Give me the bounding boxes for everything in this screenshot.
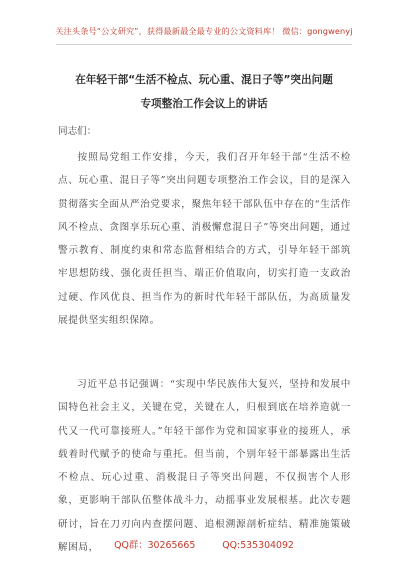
header-divider — [56, 44, 352, 45]
body-paragraph-2-text: 习近平总书记强调：“实现中华民族伟大复兴，坚持和发展中国特色社会主义，关键在党，关键在人，归根到底在培养造就一代又一代可靠接班人。”年轻干部作为党和国家事业的接班人，承载着时代赋予的使命与重托。但当前，个别年轻干部暴露出生活不检点、玩心过重、消极混日子等突出问题，不仅损害个人形象，更影响干部队伍整体战斗力，动摇事业发展根基。此次专题研讨，旨在刀刃向内查摆问题、追根溯源剖析症结、精准施策破解困局， — [58, 379, 351, 554]
header-promo-text: 关注头条号“公文研究”，获得最新最全最专业的公文资料库！ 微信：gongwenyj — [55, 26, 353, 36]
document-title-line-1: 在年轻干部“生活不检点、玩心重、混日子等”突出问题 — [75, 74, 333, 86]
document-title-line-2: 专项整治工作会议上的讲话 — [140, 98, 268, 110]
footer-contact — [0, 537, 408, 551]
footer-qq: QQ:535304092 — [222, 540, 294, 551]
footer-qq-group: QQ群：30265665 — [114, 540, 196, 551]
body-paragraph-1 — [58, 146, 351, 356]
salutation: 同志们： — [58, 126, 97, 137]
body-paragraph-1-text: 按照局党组工作安排，今天，我们召开年轻干部“生活不检点、玩心重、混日子等”突出问题专项整治工作会议，目的是深入贯彻落实全面从严治党要求，聚焦年轻干部队伍中存在的“生活作风不检点、贪图享乐玩心重、消极懈怠混日子”等突出问题，通过警示教育、制度约束和常态监督相结合的方式，引导年轻干部筑牢思想防线、强化责任担当、端正价值取向，切实打造一支政治过硬、作风优良、担当作为的新时代年轻干部队伍，为高质量发展提供坚实组织保障。 — [58, 152, 351, 327]
